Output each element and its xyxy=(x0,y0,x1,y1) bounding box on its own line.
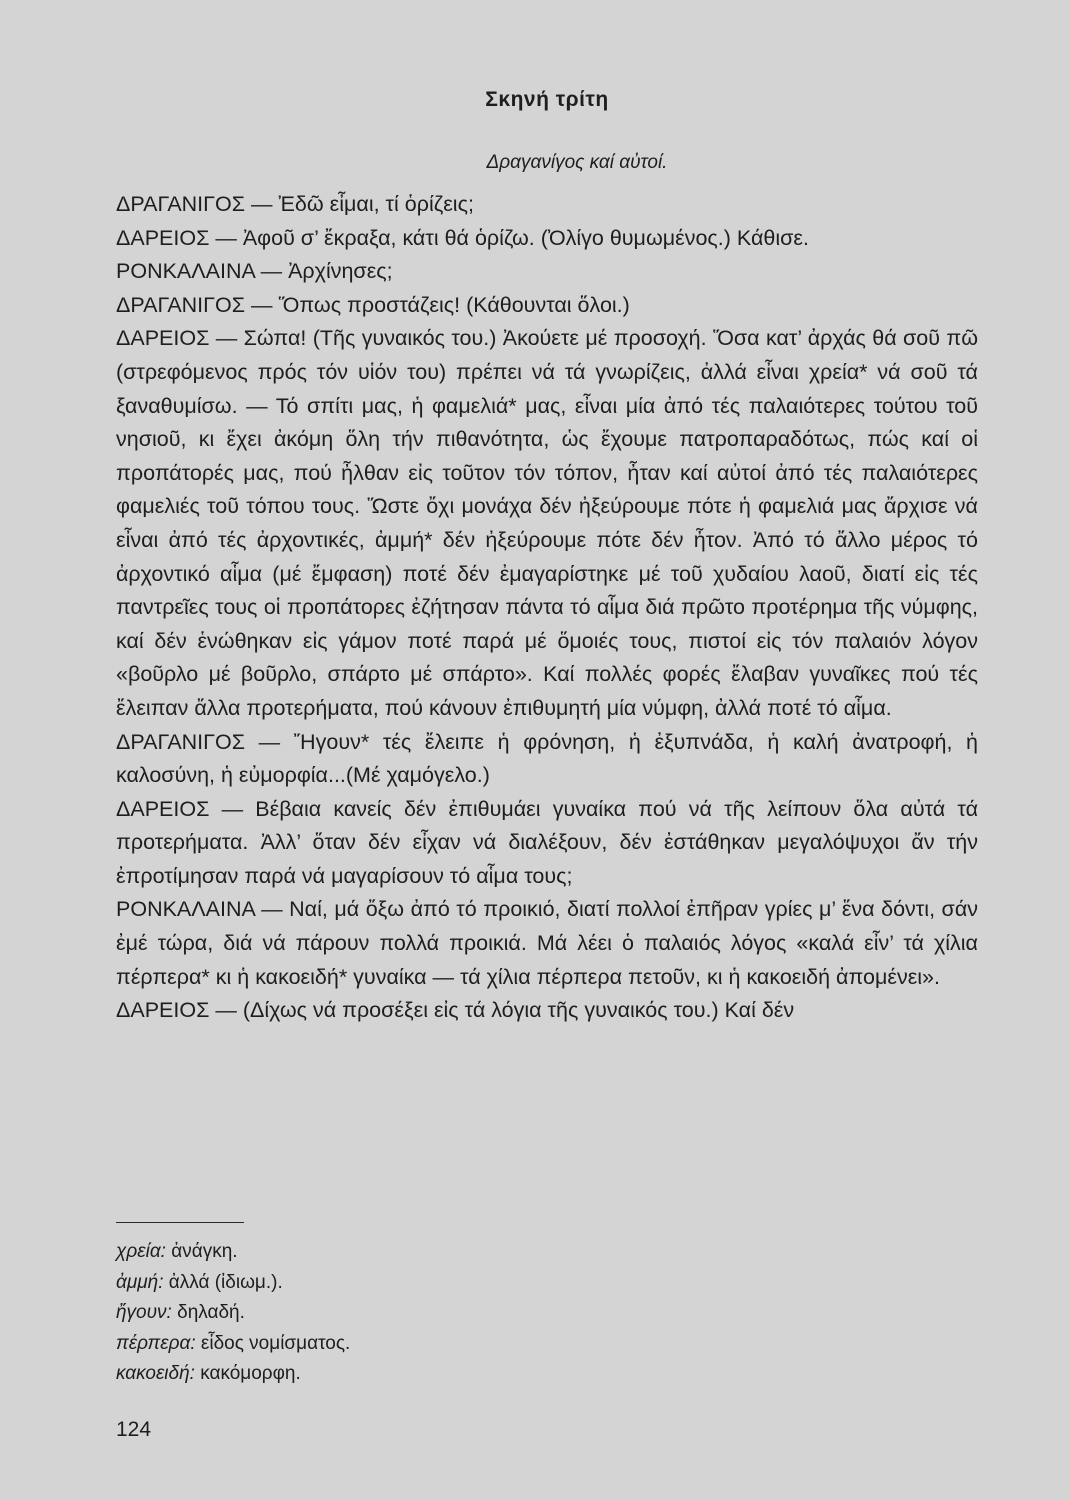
speech-dash: — xyxy=(245,729,294,754)
footnote-gloss: δηλαδή. xyxy=(177,1302,245,1324)
dialogue-line xyxy=(116,726,978,793)
dialogue-line xyxy=(116,322,978,725)
speaker-name: ΔΡΑΓΑΝΙΓΟΣ xyxy=(116,192,246,216)
speaker-name: ΔΑΡΕΙΟΣ xyxy=(116,326,210,351)
speech-text: Ἀφοῦ σ’ ἔκραξα, κάτι θά ὁρίζω. (Ὀλίγο θυμωμένος.) Κάθισε. xyxy=(242,225,809,250)
speech-text: Ἤγουν* τές ἔλειπε ἡ φρόνηση, ἡ ἐξυπνάδα, ἡ καλή ἀνατροφή, ἡ καλοσύνη, ἡ εὐμορφία...(Μέ χαμόγελο.) xyxy=(116,729,979,788)
dialogue-line xyxy=(116,289,978,323)
speaker-name: ΡΟΝΚΑΛΑΙΝΑ xyxy=(116,897,255,922)
speaker-name: ΔΑΡΕΙΟΣ xyxy=(116,998,210,1023)
speech-text: Βέβαια κανείς δέν ἐπιθυμάει γυναίκα πού νά τῆς λείπουν ὅλα αὐτά τά προτερήματα. Ἀλλ’ ὅταν δέν εἶχαν νά διαλέξουν, δέν ἐστάθηκαν μεγαλόψυχοι ἄν τήν ἐπροτίμησαν παρά νά μαγαρίσουν τό αἷμα τους; xyxy=(116,796,979,888)
footnote-term: πέρπερα: xyxy=(116,1332,196,1354)
footnote-term: ἤγουν: xyxy=(116,1302,172,1324)
speech-dash: — xyxy=(254,897,290,922)
dialogue-line xyxy=(116,793,978,894)
stage-direction: Δραγανίγος καί αὐτοί. xyxy=(486,152,668,173)
speech-dash: — xyxy=(209,796,256,821)
speech-text: Σώπα! (Τῆς γυναικός του.) Ἀκούετε μέ προσοχή. Ὅσα κατ’ ἀρχάς θά σοῦ πῶ (στρεφόμενος πρός τόν υἱόν του) πρέπει νά τά γνωρίζεις, ἀλλά εἶναι χρεία* νά σοῦ τά ξαναθυμίσω. — Τό σπίτι μας, ἡ φαμελιά* μας, εἶναι μία ἀπό τές παλαιότερες τούτου τοῦ νησιοῦ, κι ἔχει ἀκόμη ὅλη τήν πιθανότητα, ὡς ἔχουμε πατροπαραδότως, πώς καί οἱ προπάτορές μας, πού ἦλθαν εἰς τοῦτον τόν τόπον, ἦταν καί αὐτοί ἀπό τές παλαιότερες φαμελιές τοῦ τόπου τους. Ὥστε ὄχι μονάχα δέν ἠξεύρουμε πότε ἡ φαμελιά μας ἄρχισε νά εἶναι ἀπό τές ἀρχοντικές, ἀμμή* δέν ἠξεύρουμε πότε δέν ἦτον. Ἀπό τό ἄλλο μέρος τό ἀρχοντικό αἷμα (μέ ἔμφαση) ποτέ δέν ἐμαγαρίστηκε μέ τοῦ χυδαίου λαοῦ, διατί εἰς τές παντρεῖες τους οἱ προπάτορες ἐζήτησαν πάντα τό αἷμα διά πρῶτο προτέρημα τῆς νύμφης, καί δέν ἑνώθηκαν εἰς γάμον ποτέ παρά μέ ὅμοιές τους, πιστοί εἰς τόν παλαιόν λόγον «βοῦρλο μέ βοῦρλο, σπάρτο μέ σπάρτο». Καί πολλές φορές ἔλαβαν γυναῖκες πού τές ἔλειπαν ἄλλα προτερήματα, πού κάνουν ἐπιθυμητή μία νύμφη, ἀλλά ποτέ τό αἷμα. xyxy=(116,326,979,720)
footnotes xyxy=(116,1237,978,1390)
footnote-divider xyxy=(116,1222,244,1223)
dialogue-line xyxy=(116,994,978,1028)
speech-dash: — xyxy=(245,192,279,216)
speech-text: Ναί, μά ὄξω ἀπό τό προικιό, διατί πολλοί ἐπῆραν γρίες μ’ ἕνα δόντι, σάν ἐμέ τώρα, διά νά πάρουν πολλά προικιά. Μά λέει ὁ παλαιός λόγος «καλά εἶν’ τά χίλια πέρπερα* κι ἡ κακοειδή* γυναίκα — τά χίλια πέρπερα πετοῦν, κι ἡ κακοειδή ἀπομένει». xyxy=(116,897,978,989)
footnote xyxy=(116,1298,978,1329)
speech-dash: — xyxy=(209,326,244,351)
speaker-name: ΔΑΡΕΙΟΣ xyxy=(116,225,210,250)
speech-text: Ἐδῶ εἶμαι, τί ὁρίζεις; xyxy=(278,192,474,216)
speaker-name: ΔΡΑΓΑΝΙΓΟΣ xyxy=(116,292,246,317)
dialogue-line xyxy=(116,255,978,289)
footnote-gloss: ἀλλά (ἰδιωμ.). xyxy=(168,1271,283,1293)
footnote-term: χρεία: xyxy=(116,1241,166,1262)
speech-dash: — xyxy=(245,292,279,317)
dialogue-line xyxy=(116,893,978,994)
speech-text: Ὅπως προστάζεις! (Κάθουνται ὅλοι.) xyxy=(278,292,630,317)
footnote-term: ἀμμή: xyxy=(116,1271,164,1293)
footnote xyxy=(116,1359,978,1390)
dialogue-line xyxy=(116,222,978,256)
speaker-name: ΔΡΑΓΑΝΙΓΟΣ xyxy=(116,729,246,754)
page-number: 124 xyxy=(116,1418,152,1441)
footnote xyxy=(116,1268,978,1299)
speaker-name: ΡΟΝΚΑΛΑΙΝΑ xyxy=(116,259,255,284)
footnote-gloss: ἀνάγκη. xyxy=(171,1241,238,1262)
footnote-gloss: εἶδος νομίσματος. xyxy=(200,1332,351,1354)
speech-dash: — xyxy=(209,998,243,1023)
speech-dash: — xyxy=(209,225,243,250)
speech-text: (Δίχως νά προσέξει εἰς τά λόγια τῆς γυναικός του.) Καί δέν xyxy=(242,998,795,1023)
speech-text: Ἀρχίνησες; xyxy=(288,259,393,284)
footnote-gloss: κακόμορφη. xyxy=(200,1363,301,1385)
scene-title: Σκηνή τρίτη xyxy=(485,88,609,111)
speaker-name: ΔΑΡΕΙΟΣ xyxy=(116,796,210,821)
footnote xyxy=(116,1329,978,1360)
footnote-term: κακοειδή: xyxy=(116,1363,195,1385)
footnote xyxy=(116,1237,978,1268)
speech-dash: — xyxy=(254,259,289,284)
dialogue xyxy=(116,188,978,1028)
dialogue-line xyxy=(116,188,978,222)
